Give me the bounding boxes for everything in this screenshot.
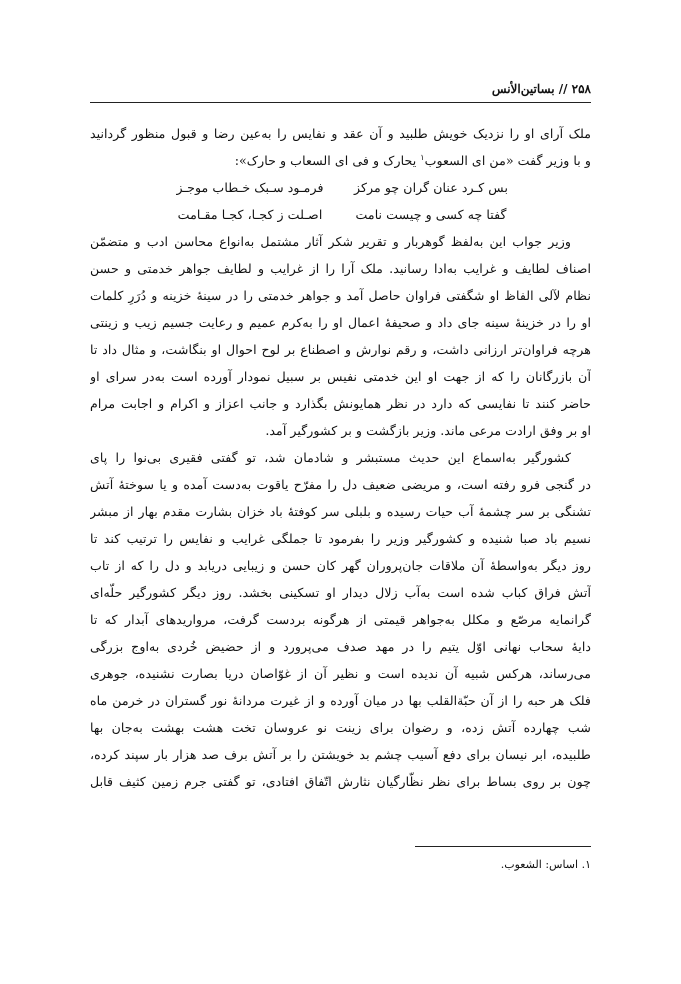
footnote: ۱. اساس: الشعوب. [500, 858, 591, 871]
text-line: او بر وفق ارادت مرعی ماند. وزیر بازگشت و بر کشورگیر آمد. [265, 423, 591, 438]
text-line: نسیم باد صبا شنیده و کشورگیر وزیر را بفرمود تا جملگی غرایب و نفایس را ترتیب کند تا [90, 531, 591, 546]
text-line: حاضر کنند تا نفایسی که دارد در نظر همایونش بگذارد و جانب اعزاز و اکرام و اجابت مرام [90, 396, 591, 411]
hemistich-left: اصـلت ز کجـا، کجـا مقـامت [177, 207, 323, 222]
body-text [90, 120, 591, 795]
text-span: و با وزیر گفت «من ای السعوب [424, 153, 591, 168]
hemistich-left: فرمـود سـبک خـطاب موجـز [176, 180, 324, 195]
text-line: کشورگیر به‌اسماع این حدیث مستبشر و شادمان شد، تو گفتی فقیری بی‌نوا را پای [90, 450, 571, 465]
text-line: او را در خزینهٔ سینه جای داد و صحیفهٔ اعمال او را به‌کرم عمیم و رعایت جسیم زیب و زینتی [90, 315, 591, 330]
text-line: فلک هر حبه را از آن حبّةالقلب بها در میان آورده و از غیرت مردانهٔ نور گستران در خرمن ماه [90, 693, 591, 708]
text-line: طلبیده، ابر نیسان برای دفع آسیب چشم بد خویشتن را بر آتش برف صد هزار بار سپند کرده، [90, 747, 591, 762]
text-line: تشنگی بر سر چشمهٔ آب حیات رسیده و بلبلی سر کوفتهٔ باد خزان بشارت مقدم بهار از مبشر [90, 504, 591, 519]
poem-verse [90, 201, 591, 228]
text-line: گرانمایه مرصّع و مکلل به‌جواهر قیمتی از هرگونه بردست گرفت، مرواریدهای آبدار که تا [90, 612, 591, 627]
text-line: چون بر روی بساط برای نظر نظّارگیان نثارش اتّفاق افتادی، تو گفتی جرم زمین کثیف قابل [90, 774, 591, 789]
text-line: آتش فراق کباب شده است به‌آب زلال دیدار او تسکینی بخشد. روز دیگر کشورگیر حلّه‌ای [90, 585, 591, 600]
text-line: دایهٔ سحاب نهانی اوّل یتیم را در مهد صدف می‌پرورد و از حضیض خُردی به‌اوج بزرگی [90, 639, 591, 654]
text-line [90, 147, 591, 174]
text-line: وزیر جواب این به‌لفظ گوهربار و تقریر شکر آثار مشتمل به‌انواع محاسن ادب و متضمّن [90, 234, 571, 249]
text-line: می‌رساند، هرکس شبیه آن ندیده است و نظیر آن از غوّاصان دریا بصارت نشنیده، جوهری [90, 666, 591, 681]
text-line: نظام لآلی الفاظ او شگفتی فراوان حاصل آمد و جواهر خدمتی را در سینهٔ خزینه و دُرَرِ کلمات [90, 288, 591, 303]
text-line: روز دیگر به‌واسطهٔ آن ملاقات جان‌پروران گهر کان حسن و زیبایی دریابد و دل را که از تاب [90, 558, 591, 573]
poem-verse [90, 174, 591, 201]
text-span: یحارک و فی ای السعاب و حارک»: [234, 153, 421, 168]
page-header [90, 82, 591, 100]
running-head: ۲۵۸ // بساتین‌الأنس [491, 82, 591, 96]
footnote-marker: ۱ [420, 152, 425, 162]
text-line: اصناف لطایف و غرایب به‌ادا رسانید. ملک آرا را از غرایب و لطایف جواهر خدمتی و حسن [90, 261, 591, 276]
hemistich-right: گفتا چه کسی و چیست نامت [355, 207, 507, 222]
text-line: آن بازرگانان را که از جهت او این خدمتی نفیس بر سبیل نمودار آورده است به‌در سرای او [90, 369, 591, 384]
header-rule [90, 102, 591, 103]
hemistich-right: بس کـرد عنان گران چو مرکز [354, 180, 508, 195]
poem [90, 174, 591, 228]
text-line: هرچه فراوان‌تر ارزانی داشت، و رقم نوارش و اصطناع بر لوح احوال او بنگاشت، و مثال داد تا [90, 342, 591, 357]
text-line: شب چهارده آتش زده، و رضوان برای زینت نو عروسان تخت هشت بهشت به‌جان بها [90, 720, 591, 735]
footnote-rule [415, 846, 591, 847]
text-line: در گنجی فرو رفته است، و مریضی ضعیف دل را مفرّح یاقوت به‌دست آمده و یا سوختهٔ آتش [90, 477, 591, 492]
text-line: ملک آرای او را نزدیک خویش طلبید و آن عقد و نفایس را به‌عین رضا و قبول منظور گردانید [90, 126, 591, 141]
